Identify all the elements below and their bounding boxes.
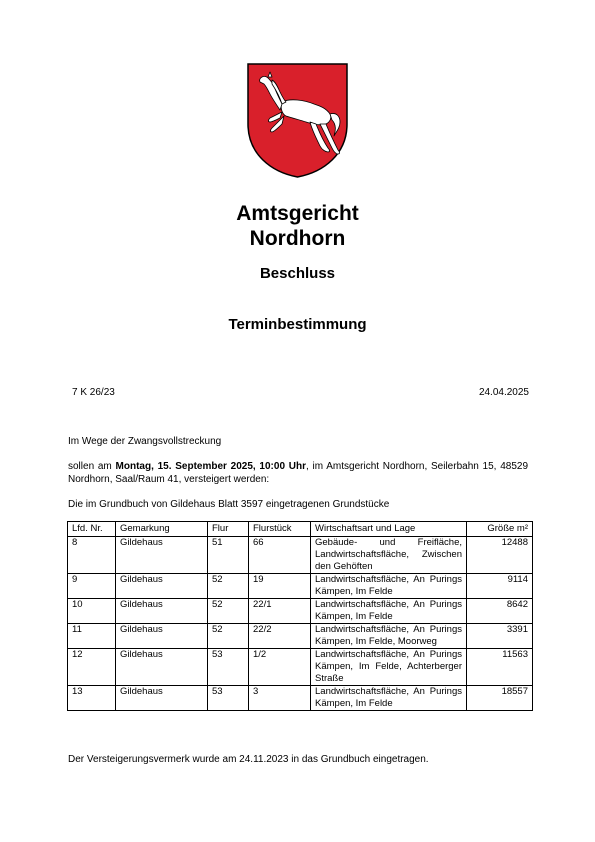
cell-flurstueck: 22/2 [249, 624, 311, 649]
column-header: Lfd. Nr. [68, 522, 116, 537]
cell-gemarkung: Gildehaus [116, 599, 208, 624]
cell-lfd-nr: 8 [68, 537, 116, 574]
case-number: 7 K 26/23 [72, 387, 115, 398]
table-row [68, 624, 533, 649]
cell-wirtschaftsart: Landwirtschaftsfläche, An Purings Kämpen, Im Felde [311, 574, 467, 599]
cell-flurstueck: 22/1 [249, 599, 311, 624]
table-header-row [68, 522, 533, 537]
cell-gemarkung: Gildehaus [116, 649, 208, 686]
document-type-heading: Beschluss [259, 265, 336, 282]
cell-groesse: 3391 [467, 624, 533, 649]
cell-gemarkung: Gildehaus [116, 574, 208, 599]
cell-lfd-nr: 11 [68, 624, 116, 649]
auction-prefix: sollen am [68, 461, 116, 472]
court-name-line1: Amtsgericht [236, 202, 359, 225]
table-row [68, 574, 533, 599]
column-header: Wirtschaftsart und Lage [311, 522, 467, 537]
cell-wirtschaftsart: Gebäude- und Freifläche, Landwirtschaftsfläche, Zwischen den Gehöften [311, 537, 467, 574]
subject-heading: Terminbestimmung [228, 316, 367, 333]
cell-groesse: 8642 [467, 599, 533, 624]
cell-flur: 52 [208, 599, 249, 624]
column-header: Flur [208, 522, 249, 537]
cell-groesse: 9114 [467, 574, 533, 599]
cell-gemarkung: Gildehaus [116, 624, 208, 649]
document-date: 24.04.2025 [478, 387, 529, 398]
cell-flur: 52 [208, 574, 249, 599]
cell-flur: 53 [208, 686, 249, 711]
cell-wirtschaftsart: Landwirtschaftsfläche, An Purings Kämpen, Im Felde, Achterberger Straße [311, 649, 467, 686]
column-header: Flurstück [249, 522, 311, 537]
cell-lfd-nr: 12 [68, 649, 116, 686]
court-name-line2: Nordhorn [249, 227, 346, 250]
cell-flurstueck: 3 [249, 686, 311, 711]
cell-lfd-nr: 10 [68, 599, 116, 624]
cell-lfd-nr: 13 [68, 686, 116, 711]
cell-groesse: 12488 [467, 537, 533, 574]
cell-lfd-nr: 9 [68, 574, 116, 599]
auction-paragraph [68, 461, 528, 486]
cell-flurstueck: 1/2 [249, 649, 311, 686]
cell-groesse: 11563 [467, 649, 533, 686]
auction-date: Montag, 15. September 2025, 10:00 Uhr [115, 461, 306, 472]
cell-gemarkung: Gildehaus [116, 686, 208, 711]
cell-flur: 53 [208, 649, 249, 686]
table-row [68, 537, 533, 574]
table-row [68, 599, 533, 624]
cell-flurstueck: 66 [249, 537, 311, 574]
parcels-table [67, 521, 533, 711]
column-header: Gemarkung [116, 522, 208, 537]
column-header: Größe m² [467, 522, 533, 537]
intro-text: Im Wege der Zwangsvollstreckung [68, 436, 222, 447]
grundbuch-text: Die im Grundbuch von Gildehaus Blatt 3597 eingetragenen Grundstücke [68, 499, 390, 510]
table-row [68, 686, 533, 711]
table-row [68, 649, 533, 686]
closing-text: Der Versteigerungsvermerk wurde am 24.11.2023 in das Grundbuch eingetragen. [68, 754, 429, 765]
cell-groesse: 18557 [467, 686, 533, 711]
cell-wirtschaftsart: Landwirtschaftsfläche, An Purings Kämpen, Im Felde [311, 686, 467, 711]
auction-suffix: , im Amtsgericht Nordhorn, Seilerbahn 15, 48529 Nordhorn, Saal/Raum 41, versteigert werden: [68, 461, 529, 485]
cell-wirtschaftsart: Landwirtschaftsfläche, An Purings Kämpen, Im Felde [311, 599, 467, 624]
cell-flur: 52 [208, 624, 249, 649]
cell-flurstueck: 19 [249, 574, 311, 599]
coat-of-arms-icon [246, 62, 349, 179]
cell-flur: 51 [208, 537, 249, 574]
cell-wirtschaftsart: Landwirtschaftsfläche, An Purings Kämpen, Im Felde, Moorweg [311, 624, 467, 649]
cell-gemarkung: Gildehaus [116, 537, 208, 574]
